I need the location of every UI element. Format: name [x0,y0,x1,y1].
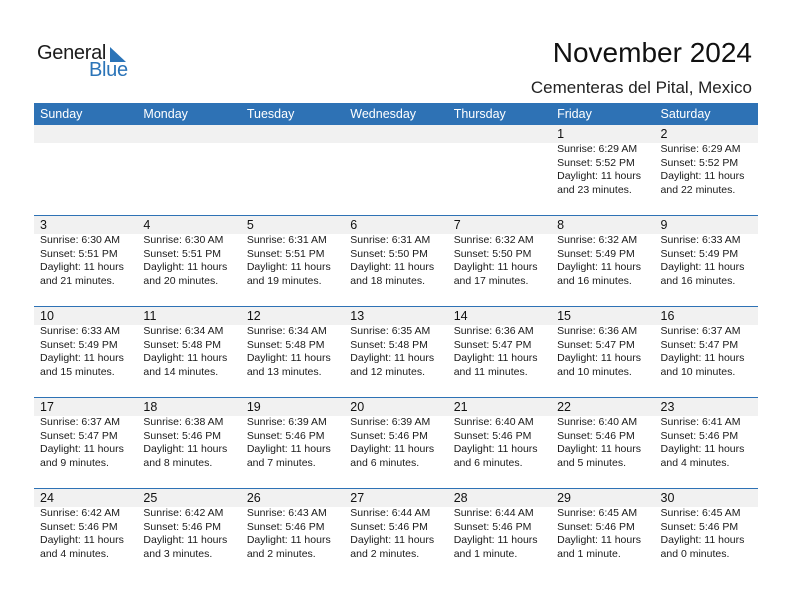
day-number [448,125,551,143]
sunrise-text: Sunrise: 6:34 AM [246,325,327,337]
sunrise-text: Sunrise: 6:36 AM [453,325,534,337]
weekday-header-row [34,103,758,125]
daylight-text: Daylight: 11 hours [660,170,745,182]
sunset-text: Sunset: 5:46 PM [557,520,635,533]
sunrise-text: Sunrise: 6:31 AM [350,234,431,246]
sunrise-text: Sunrise: 6:40 AM [557,416,638,428]
day-cell [34,143,137,197]
day-number: 2 [660,127,668,141]
sunset-text: Sunset: 5:46 PM [660,429,739,442]
daylight-text: Daylight: 11 hours [557,443,641,455]
day-number: 29 [557,491,572,505]
sunrise-text: Sunrise: 6:29 AM [557,143,638,155]
day-number [34,125,137,143]
day-cell [655,325,758,379]
day-cell [241,507,344,561]
week-row [34,488,758,579]
day-cell [344,234,447,288]
day-number: 28 [453,491,468,505]
day-cell [137,143,240,197]
daylight-text: and 7 minutes. [246,456,316,469]
day-cell [551,234,654,288]
day-cell [655,234,758,288]
daylight-text: Daylight: 11 hours [246,261,331,273]
daylight-text: Daylight: 11 hours [660,443,745,455]
weekday-saturday: Saturday [660,107,711,121]
sunset-text: Sunset: 5:49 PM [40,338,118,351]
daylight-text: Daylight: 11 hours [40,352,124,364]
daylight-text: and 23 minutes. [557,183,632,196]
weekday-sunday: Sunday [40,107,83,121]
sunset-text: Sunset: 5:46 PM [350,520,428,533]
daylight-text: Daylight: 11 hours [453,261,538,273]
day-cell [448,416,551,470]
daylight-text: and 2 minutes. [350,547,420,560]
sunrise-text: Sunrise: 6:40 AM [453,416,534,428]
sunset-text: Sunset: 5:46 PM [143,429,222,442]
sunset-text: Sunset: 5:49 PM [557,247,635,260]
weekday-friday: Friday [557,107,592,121]
day-number: 24 [40,491,54,505]
sunrise-text: Sunrise: 6:30 AM [40,234,120,246]
daylight-text: Daylight: 11 hours [143,443,228,455]
day-info-row [34,416,758,470]
sunrise-text: Sunrise: 6:37 AM [660,325,741,337]
day-cell [344,143,447,197]
sunset-text: Sunset: 5:46 PM [246,520,325,533]
daylight-text: Daylight: 11 hours [557,534,641,546]
day-number: 17 [40,400,54,414]
day-number: 4 [143,218,151,232]
sunset-text: Sunset: 5:49 PM [660,247,739,260]
day-cell [448,234,551,288]
week-row [34,306,758,397]
daylight-text: and 1 minute. [453,547,518,560]
week-row [34,397,758,488]
daylight-text: and 18 minutes. [350,274,425,287]
sunset-text: Sunset: 5:46 PM [350,429,428,442]
day-info-row [34,234,758,288]
daylight-text: and 22 minutes. [660,183,736,196]
day-cell [137,507,240,561]
day-number: 21 [453,400,468,414]
sunset-text: Sunset: 5:47 PM [453,338,532,351]
daylight-text: and 0 minutes. [660,547,730,560]
location-subtitle: Cementeras del Pital, Mexico [530,78,752,97]
daylight-text: and 6 minutes. [350,456,420,469]
day-cell [34,325,137,379]
sunset-text: Sunset: 5:51 PM [40,247,118,260]
day-number: 1 [557,127,565,141]
daylight-text: and 4 minutes. [660,456,730,469]
day-number: 10 [40,309,54,323]
day-number-band [34,398,758,416]
daylight-text: Daylight: 11 hours [246,534,331,546]
daylight-text: and 8 minutes. [143,456,213,469]
day-info-row [34,325,758,379]
day-info-row [34,507,758,561]
daylight-text: Daylight: 11 hours [660,261,745,273]
sunrise-text: Sunrise: 6:41 AM [660,416,741,428]
day-cell [241,325,344,379]
weeks-container [34,125,758,579]
daylight-text: Daylight: 11 hours [660,534,745,546]
sunrise-text: Sunrise: 6:42 AM [40,507,120,519]
day-number-band [34,125,758,143]
day-number: 9 [660,218,668,232]
day-number-band [34,216,758,234]
day-cell [137,416,240,470]
sunset-text: Sunset: 5:47 PM [557,338,635,351]
sunrise-text: Sunrise: 6:33 AM [40,325,120,337]
sunset-text: Sunset: 5:51 PM [246,247,325,260]
day-cell [241,234,344,288]
sunset-text: Sunset: 5:46 PM [246,429,325,442]
sunset-text: Sunset: 5:46 PM [453,429,532,442]
sunrise-text: Sunrise: 6:32 AM [557,234,638,246]
daylight-text: and 21 minutes. [40,274,115,287]
daylight-text: Daylight: 11 hours [350,352,435,364]
day-cell [34,416,137,470]
daylight-text: Daylight: 11 hours [350,443,435,455]
sunset-text: Sunset: 5:46 PM [40,520,118,533]
sunset-text: Sunset: 5:48 PM [350,338,428,351]
day-cell [137,325,240,379]
calendar-grid [34,103,758,579]
daylight-text: and 6 minutes. [453,456,523,469]
logo-word-blue: Blue [89,59,128,81]
day-number: 20 [350,400,365,414]
weekday-tuesday: Tuesday [246,107,295,121]
sunrise-text: Sunrise: 6:39 AM [350,416,431,428]
daylight-text: and 17 minutes. [453,274,529,287]
sunrise-text: Sunrise: 6:42 AM [143,507,224,519]
sunset-text: Sunset: 5:52 PM [660,156,739,169]
daylight-text: Daylight: 11 hours [246,443,331,455]
daylight-text: Daylight: 11 hours [557,261,641,273]
sunrise-text: Sunrise: 6:43 AM [246,507,327,519]
daylight-text: and 1 minute. [557,547,621,560]
day-number: 6 [350,218,358,232]
sunrise-text: Sunrise: 6:30 AM [143,234,224,246]
day-number: 14 [453,309,468,323]
day-cell [655,416,758,470]
day-cell [551,507,654,561]
day-cell [448,325,551,379]
daylight-text: and 16 minutes. [557,274,632,287]
daylight-text: Daylight: 11 hours [557,352,641,364]
day-cell [551,325,654,379]
day-number: 5 [246,218,254,232]
daylight-text: Daylight: 11 hours [660,352,745,364]
day-number: 7 [453,218,461,232]
daylight-text: and 15 minutes. [40,365,115,378]
sunset-text: Sunset: 5:47 PM [40,429,118,442]
day-number: 15 [557,309,572,323]
day-number-band [34,307,758,325]
daylight-text: and 2 minutes. [246,547,316,560]
sunrise-text: Sunrise: 6:44 AM [453,507,534,519]
sunset-text: Sunset: 5:47 PM [660,338,739,351]
sunrise-text: Sunrise: 6:34 AM [143,325,224,337]
day-cell [551,416,654,470]
daylight-text: and 12 minutes. [350,365,425,378]
week-row [34,215,758,306]
daylight-text: and 5 minutes. [557,456,626,469]
sunrise-text: Sunrise: 6:35 AM [350,325,431,337]
day-cell [551,143,654,197]
daylight-text: and 11 minutes. [453,365,528,378]
daylight-text: and 13 minutes. [246,365,322,378]
sunrise-text: Sunrise: 6:33 AM [660,234,741,246]
daylight-text: Daylight: 11 hours [350,534,435,546]
sunset-text: Sunset: 5:46 PM [453,520,532,533]
daylight-text: and 9 minutes. [40,456,109,469]
sunset-text: Sunset: 5:46 PM [660,520,739,533]
day-cell [448,507,551,561]
weekday-thursday: Thursday [453,107,506,121]
sunset-text: Sunset: 5:46 PM [557,429,635,442]
sunrise-text: Sunrise: 6:44 AM [350,507,431,519]
day-number [137,125,240,143]
daylight-text: Daylight: 11 hours [143,534,228,546]
sunset-text: Sunset: 5:48 PM [246,338,325,351]
day-number: 3 [40,218,47,232]
day-cell [344,416,447,470]
day-cell [34,234,137,288]
weekday-monday: Monday [143,107,188,121]
day-cell [655,507,758,561]
logo [37,42,137,82]
day-number: 22 [557,400,572,414]
sunset-text: Sunset: 5:46 PM [143,520,222,533]
day-number: 19 [246,400,261,414]
day-number: 13 [350,309,365,323]
sunrise-text: Sunrise: 6:39 AM [246,416,327,428]
sunset-text: Sunset: 5:50 PM [350,247,428,260]
daylight-text: and 4 minutes. [40,547,109,560]
day-cell [34,507,137,561]
daylight-text: and 10 minutes. [660,365,736,378]
daylight-text: Daylight: 11 hours [453,352,538,364]
daylight-text: Daylight: 11 hours [40,534,124,546]
daylight-text: Daylight: 11 hours [246,352,331,364]
daylight-text: Daylight: 11 hours [557,170,641,182]
daylight-text: and 3 minutes. [143,547,213,560]
day-number: 25 [143,491,158,505]
daylight-text: Daylight: 11 hours [453,534,538,546]
daylight-text: and 14 minutes. [143,365,219,378]
day-number: 30 [660,491,675,505]
day-number: 11 [143,309,157,323]
day-number [344,125,447,143]
day-cell [344,325,447,379]
page-title: November 2024 [552,37,752,68]
daylight-text: and 20 minutes. [143,274,219,287]
day-cell [241,416,344,470]
day-number: 26 [246,491,261,505]
daylight-text: Daylight: 11 hours [350,261,435,273]
daylight-text: and 16 minutes. [660,274,736,287]
sunrise-text: Sunrise: 6:37 AM [40,416,120,428]
day-number-band [34,489,758,507]
daylight-text: and 10 minutes. [557,365,632,378]
daylight-text: Daylight: 11 hours [40,443,124,455]
day-number [241,125,344,143]
sunrise-text: Sunrise: 6:45 AM [660,507,741,519]
day-cell [344,507,447,561]
weekday-wednesday: Wednesday [350,107,417,121]
day-cell [137,234,240,288]
sunrise-text: Sunrise: 6:32 AM [453,234,534,246]
day-number: 12 [246,309,261,323]
sunset-text: Sunset: 5:52 PM [557,156,635,169]
day-number: 8 [557,218,565,232]
day-number: 16 [660,309,675,323]
daylight-text: and 19 minutes. [246,274,322,287]
day-info-row [34,143,758,197]
sunrise-text: Sunrise: 6:45 AM [557,507,638,519]
week-row [34,125,758,215]
logo-word-general: General [37,42,107,64]
day-cell [241,143,344,197]
sunrise-text: Sunrise: 6:29 AM [660,143,741,155]
day-number: 18 [143,400,158,414]
daylight-text: Daylight: 11 hours [143,352,228,364]
daylight-text: Daylight: 11 hours [143,261,228,273]
day-cell [655,143,758,197]
daylight-text: Daylight: 11 hours [453,443,538,455]
sunrise-text: Sunrise: 6:31 AM [246,234,327,246]
day-number: 23 [660,400,675,414]
day-cell [448,143,551,197]
day-number: 27 [350,491,365,505]
sunset-text: Sunset: 5:48 PM [143,338,222,351]
daylight-text: Daylight: 11 hours [40,261,124,273]
sunrise-text: Sunrise: 6:36 AM [557,325,638,337]
sunrise-text: Sunrise: 6:38 AM [143,416,224,428]
sunset-text: Sunset: 5:50 PM [453,247,532,260]
sunset-text: Sunset: 5:51 PM [143,247,222,260]
